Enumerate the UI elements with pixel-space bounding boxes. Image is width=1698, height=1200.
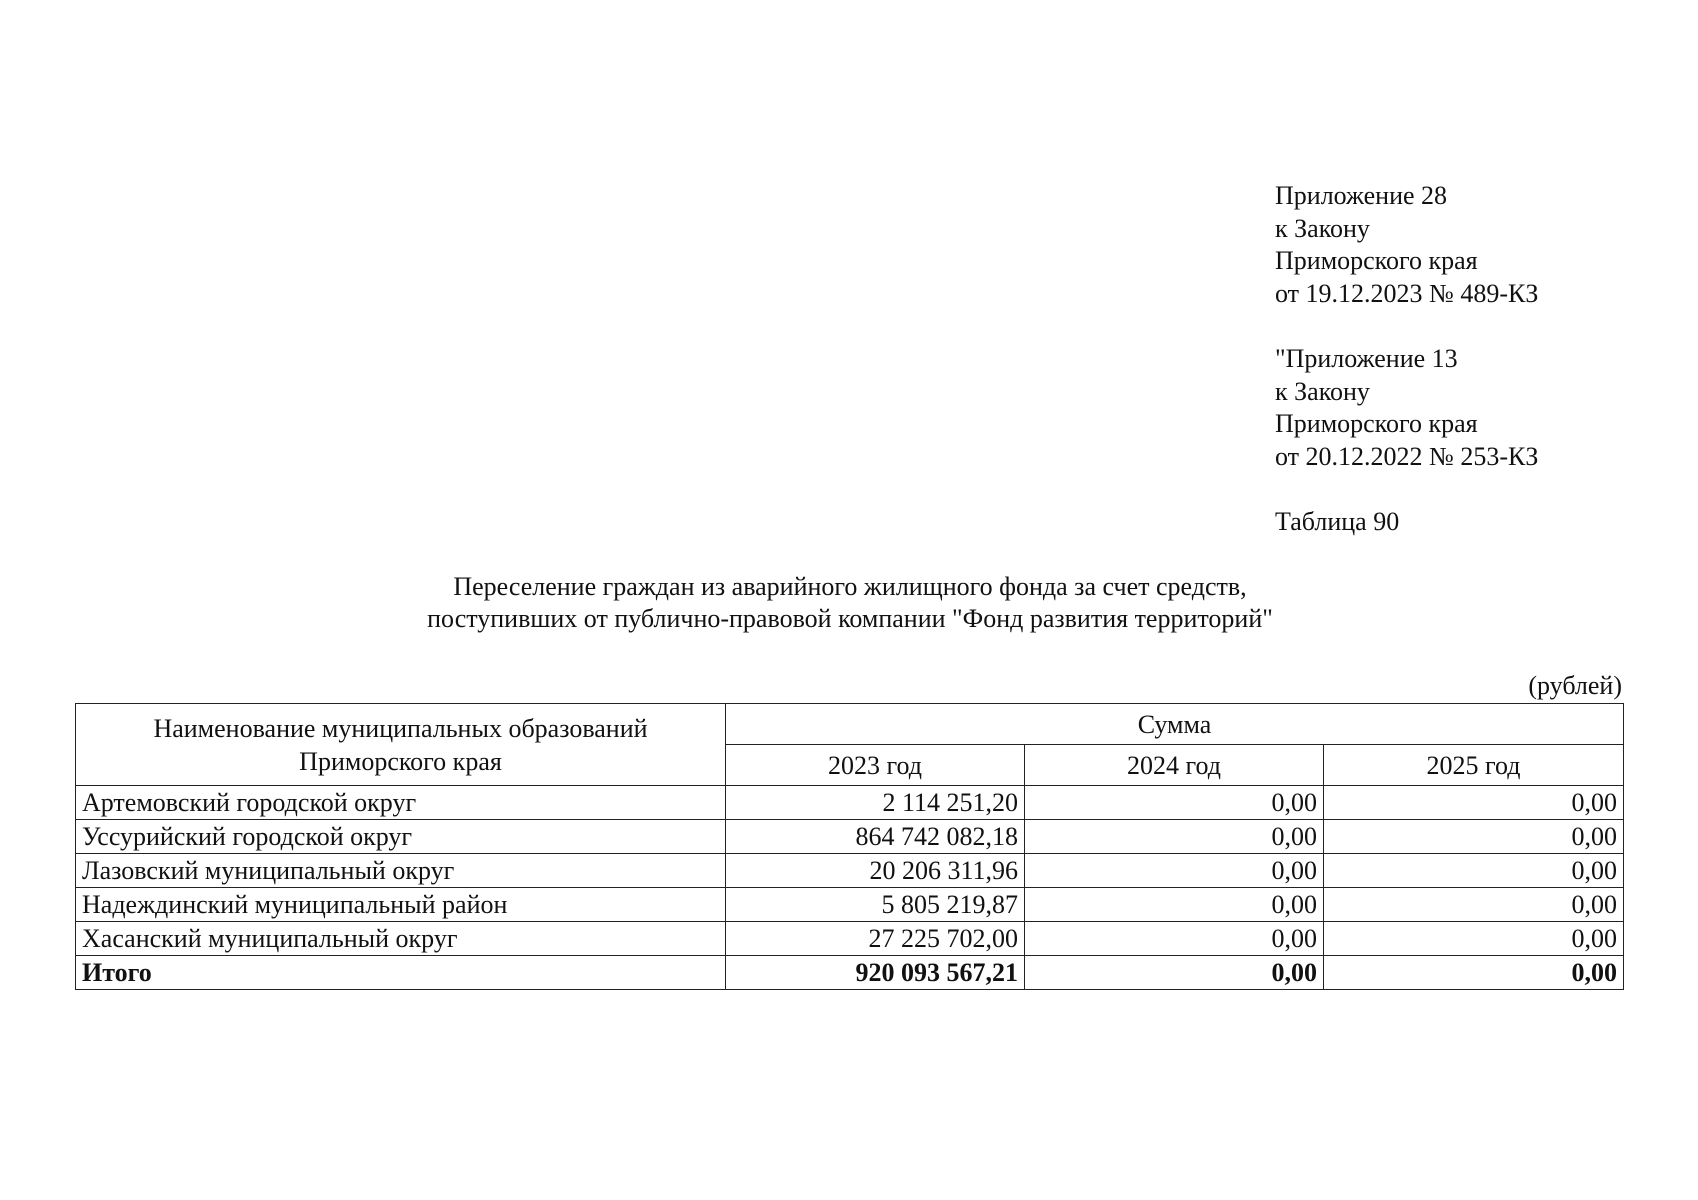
document-title [300, 571, 1400, 635]
appendix-current-reference [1275, 180, 1605, 310]
total-row [76, 956, 1624, 990]
appendix-line: Приложение 28 [1275, 181, 1448, 210]
municipality-name: Уссурийский городской округ [76, 820, 726, 854]
amount-cell: 0,00 [1324, 786, 1624, 820]
appendix-line: от 20.12.2022 № 253-КЗ [1275, 441, 1539, 471]
year-column-header: 2025 год [1324, 745, 1624, 786]
budget-table [75, 703, 1624, 990]
total-label: Итого [76, 956, 726, 990]
appendix-amended-reference [1275, 343, 1605, 473]
municipality-name: Лазовский муниципальный округ [76, 854, 726, 888]
table-row [76, 820, 1624, 854]
amount-cell: 27 225 702,00 [726, 922, 1025, 956]
amount-cell: 20 206 311,96 [726, 854, 1025, 888]
amount-cell: 0,00 [1324, 922, 1624, 956]
amount-cell: 0,00 [1025, 888, 1324, 922]
units-label: (рублей) [1528, 671, 1622, 700]
title-line: поступивших от публично-правовой компании "Фонд развития территорий" [427, 604, 1273, 633]
amount-cell: 864 742 082,18 [726, 820, 1025, 854]
amount-cell: 0,00 [1025, 820, 1324, 854]
appendix-line: от 19.12.2023 № 489-КЗ [1275, 278, 1539, 308]
amount-cell: 0,00 [1025, 922, 1324, 956]
amount-cell: 5 805 219,87 [726, 888, 1025, 922]
table-header-row [76, 704, 1624, 745]
municipality-column-header: Наименование муниципальных образований Приморского края [76, 704, 726, 786]
total-amount-cell: 0,00 [1025, 956, 1324, 990]
table-number: Таблица 90 [1275, 507, 1400, 536]
amount-cell: 0,00 [1025, 854, 1324, 888]
appendix-line: "Приложение 13 [1275, 344, 1458, 373]
table-row [76, 922, 1624, 956]
table-row [76, 888, 1624, 922]
amount-cell: 0,00 [1025, 786, 1324, 820]
title-line: Переселение граждан из аварийного жилищного фонда за счет средств, [453, 572, 1247, 601]
total-amount-cell: 0,00 [1324, 956, 1624, 990]
amount-cell: 0,00 [1324, 854, 1624, 888]
appendix-line: Приморского края [1275, 246, 1478, 275]
table-row [76, 786, 1624, 820]
appendix-line: к Закону [1275, 213, 1370, 243]
amount-cell: 2 114 251,20 [726, 786, 1025, 820]
municipality-name: Артемовский городской округ [76, 786, 726, 820]
table-row [76, 854, 1624, 888]
total-amount-cell: 920 093 567,21 [726, 956, 1025, 990]
amount-cell: 0,00 [1324, 820, 1624, 854]
municipality-name: Хасанский муниципальный округ [76, 922, 726, 956]
municipality-name: Надеждинский муниципальный район [76, 888, 726, 922]
appendix-line: Приморского края [1275, 409, 1478, 438]
amount-cell: 0,00 [1324, 888, 1624, 922]
year-column-header: 2024 год [1025, 745, 1324, 786]
year-column-header: 2023 год [726, 745, 1025, 786]
sum-column-group-header: Сумма [726, 704, 1624, 745]
appendix-line: к Закону [1275, 376, 1370, 406]
